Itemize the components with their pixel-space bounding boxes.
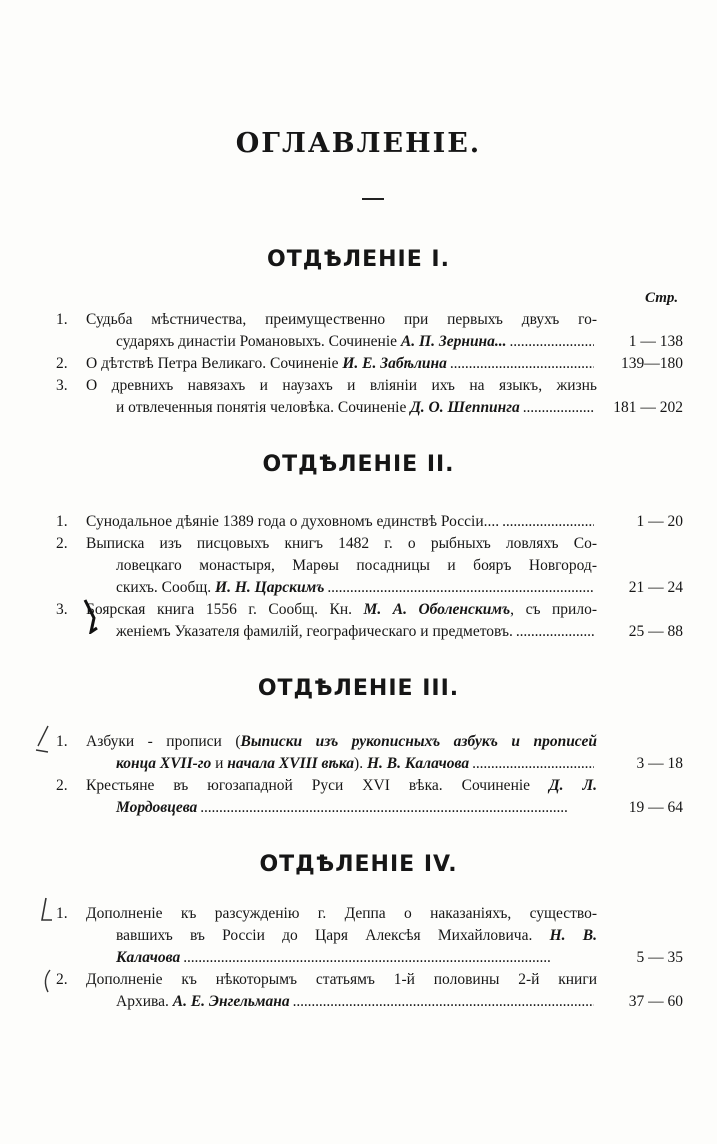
entry-title <box>86 969 597 991</box>
entry-author: Выписки изъ рукописныхъ азбукъ и прописей <box>240 733 597 750</box>
entry-title <box>116 555 597 577</box>
entry-text: скихъ. Сообщ. <box>116 579 216 596</box>
entry-title <box>86 309 597 331</box>
section-heading: ОТДѢЛЕНІЕ IV. <box>259 852 458 877</box>
entry-number: 3. <box>56 377 68 394</box>
entry-title <box>86 511 597 533</box>
entry-title <box>116 397 597 419</box>
entry-number: 1. <box>56 733 68 750</box>
entry-text: Судьба мѣстничества, преимущественно при первыхъ двухъ го- <box>86 311 597 328</box>
dot-leader <box>327 577 594 599</box>
page-range: 25 — 88 <box>628 623 683 640</box>
section-heading: ОТДѢЛЕНІЕ II. <box>262 452 455 477</box>
page-range: 5 — 35 <box>636 949 683 966</box>
dot-leader <box>523 397 594 419</box>
entry-number: 2. <box>56 971 68 988</box>
entry-title <box>116 947 597 969</box>
entry-title <box>86 533 597 555</box>
entry-author: Д. О. Шеппинга <box>410 399 520 416</box>
pencil-mark-icon <box>36 896 58 926</box>
toc-entry-line <box>0 753 717 775</box>
page-range: 19 — 64 <box>628 799 683 816</box>
entry-title <box>116 797 597 819</box>
pencil-mark-icon <box>30 724 54 754</box>
entry-title <box>116 331 597 353</box>
entry-author: начала XVIII вѣка <box>227 755 355 772</box>
entry-text: О дѣтствѣ Петра Великаго. Сочиненіе <box>86 355 343 372</box>
entry-number: 2. <box>56 355 68 372</box>
toc-entry-line <box>0 353 717 375</box>
toc-entry-line <box>0 309 717 331</box>
entry-number: 2. <box>56 777 68 794</box>
entry-title <box>116 753 597 775</box>
toc-entry-line <box>0 731 717 753</box>
toc-entry-line <box>0 969 717 991</box>
title-divider <box>362 198 384 200</box>
dot-leader <box>293 991 594 1013</box>
entry-text: Дополненіе къ нѣкоторымъ статьямъ 1-й половины 2-й книги <box>86 971 597 988</box>
entry-text: Крестьяне въ югозападной Руси XVI вѣка. Сочиненіе <box>86 777 550 794</box>
entry-title <box>86 731 597 753</box>
entry-author: Мордовцева <box>116 799 198 816</box>
entry-text: Выписка изъ писцовыхъ книгъ 1482 г. о рыбныхъ ловляхъ Со- <box>86 535 597 552</box>
dot-leader <box>183 947 594 969</box>
entry-title <box>116 991 597 1013</box>
entry-title <box>86 775 597 797</box>
entry-author: конца XVII-го <box>116 755 212 772</box>
dot-leader <box>450 353 594 375</box>
toc-entry-line <box>0 797 717 819</box>
entry-text: вавшихъ въ Россіи до Царя Алексѣя Михайловича. <box>116 927 550 944</box>
entry-author: А. Е. Энгельмана <box>172 993 290 1010</box>
toc-entry-line <box>0 511 717 533</box>
pen-mark-icon <box>82 598 100 634</box>
entry-text: О древнихъ навязахъ и наузахъ и вліяніи ихъ на языкъ, жизнь <box>86 377 597 394</box>
dot-leader <box>200 797 594 819</box>
entry-text: Сунодальное дѣяніе 1389 года о духовномъ единствѣ Россіи.... <box>86 513 500 530</box>
entry-text: и отвлеченныя понятія человѣка. Сочиненіе <box>116 399 411 416</box>
toc-entry-line <box>0 397 717 419</box>
entry-title <box>116 925 597 947</box>
toc-entry-line <box>0 991 717 1013</box>
toc-entry-line <box>0 599 717 621</box>
page-range: 1 — 138 <box>628 333 683 350</box>
page-range: 1 — 20 <box>636 513 683 530</box>
toc-entry-line <box>0 925 717 947</box>
entry-author: Н. В. Калачова <box>366 755 470 772</box>
page-range: 181 — 202 <box>613 399 683 416</box>
toc-entry-line <box>0 947 717 969</box>
dot-leader <box>516 621 594 643</box>
entry-author: М. А. Оболенскимъ <box>363 601 511 618</box>
section-heading: ОТДѢЛЕНІЕ III. <box>257 676 460 701</box>
toc-entry-line <box>0 775 717 797</box>
entry-text: женіемъ Указателя фамилій, географическаго и предметовъ. <box>116 623 513 640</box>
entry-text: ловецкаго монастыря, Марѳы посадницы и бояръ Новгород- <box>116 557 597 574</box>
entry-title <box>86 903 597 925</box>
toc-entry-line <box>0 577 717 599</box>
entry-title <box>86 353 597 375</box>
page-range: 139—180 <box>621 355 683 372</box>
entry-author: А. П. Зернина... <box>400 333 507 350</box>
toc-entry-line <box>0 331 717 353</box>
section-heading: ОТДѢЛЕНІЕ I. <box>267 247 450 272</box>
entry-number: 1. <box>56 311 68 328</box>
entry-author: Н. В. <box>549 927 597 944</box>
entry-text: сударяхъ династіи Романовыхъ. Сочиненіе <box>116 333 401 350</box>
entry-title <box>116 621 597 643</box>
entry-text: , съ прило- <box>510 601 597 618</box>
entry-title <box>86 375 597 397</box>
entry-number: 1. <box>56 905 68 922</box>
dot-leader <box>510 331 594 353</box>
page-range: 37 — 60 <box>628 993 683 1010</box>
entry-number: 1. <box>56 513 68 530</box>
page-title: ОГЛАВЛЕНІЕ. <box>235 128 482 159</box>
page-range: 3 — 18 <box>636 755 683 772</box>
page-column-label: Стр. <box>645 290 679 306</box>
entry-author: Д. Л. <box>549 777 597 794</box>
toc-entry-line <box>0 375 717 397</box>
entry-text: Архива. <box>116 993 173 1010</box>
dot-leader <box>502 511 594 533</box>
entry-author: И. Н. Царскимъ <box>215 579 325 596</box>
page-range: 21 — 24 <box>628 579 683 596</box>
entry-author: И. Е. Забѣлина <box>342 355 447 372</box>
entry-text: ). <box>354 755 367 772</box>
entry-author: Калачова <box>116 949 181 966</box>
toc-entry-line <box>0 621 717 643</box>
toc-entry-line <box>0 533 717 555</box>
entry-title <box>116 577 597 599</box>
entry-title <box>86 599 597 621</box>
pencil-mark-icon <box>40 968 54 994</box>
entry-text: и <box>211 755 228 772</box>
entry-text: Азбуки - прописи ( <box>86 733 241 750</box>
entry-number: 3. <box>56 601 68 618</box>
dot-leader <box>472 753 594 775</box>
entry-text: Боярская книга 1556 г. Сообщ. Кн. <box>86 601 364 618</box>
toc-entry-line <box>0 903 717 925</box>
entry-number: 2. <box>56 535 68 552</box>
toc-entry-line <box>0 555 717 577</box>
entry-text: Дополненіе къ разсужденію г. Деппа о наказаніяхъ, существо- <box>86 905 597 922</box>
